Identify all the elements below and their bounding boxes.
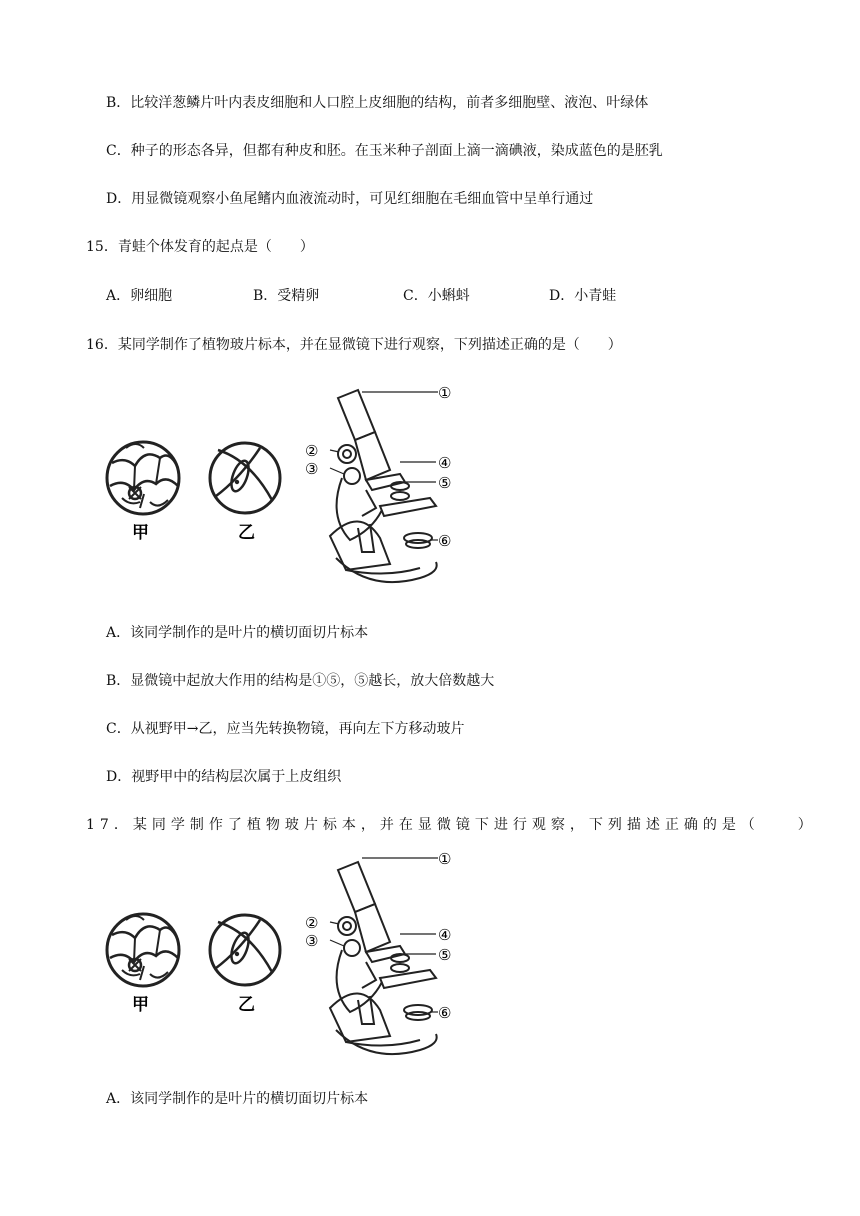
q15-stem: 15．青蛙个体发育的起点是（ ） [86, 239, 314, 255]
view-yi-label: 乙 [238, 995, 255, 1015]
view-yi-circle [210, 443, 280, 513]
part-label-5: ⑤ [438, 946, 452, 964]
q15-option-d: D．小青蛙 [549, 288, 617, 304]
q15-option-c: C．小蝌蚪 [403, 288, 470, 304]
part-label-3: ③ [305, 460, 319, 478]
view-jia-circle [107, 914, 179, 986]
q16-figure [100, 378, 470, 592]
q15-option-a: A．卵细胞 [106, 288, 173, 304]
microscope-leader-lines [330, 392, 438, 540]
q17-stem: 17．某同学制作了植物玻片标本，并在显微镜下进行观察，下列描述正确的是（ ） [86, 817, 817, 833]
q15-option-b: B．受精卵 [253, 288, 320, 304]
q15-options [106, 287, 666, 305]
q16-option-d: D．视野甲中的结构层次属于上皮组织 [106, 769, 342, 785]
part-label-4: ④ [438, 926, 452, 944]
q17-option-a: A．该同学制作的是叶片的横切面切片标本 [106, 1091, 369, 1107]
view-jia-circle [107, 442, 179, 514]
part-label-2: ② [305, 442, 319, 460]
q14-option-c: C．种子的形态各异，但都有种皮和胚。在玉米种子剖面上滴一滴碘液，染成蓝色的是胚乳 [106, 143, 663, 159]
view-yi-label: 乙 [238, 523, 255, 543]
view-yi-circle [210, 915, 280, 985]
microscope-drawing [330, 862, 437, 1054]
q16-stem: 16．某同学制作了植物玻片标本，并在显微镜下进行观察，下列描述正确的是（ ） [86, 337, 622, 353]
q16-option-c: C．从视野甲→乙，应当先转换物镜，再向左下方移动玻片 [106, 721, 465, 737]
microscope-drawing [330, 390, 437, 582]
q16-option-b: B．显微镜中起放大作用的结构是①⑤，⑤越长，放大倍数越大 [106, 673, 495, 689]
view-jia-label: 甲 [132, 523, 149, 543]
part-label-6: ⑥ [438, 1004, 452, 1022]
part-label-4: ④ [438, 454, 452, 472]
part-label-6: ⑥ [438, 532, 452, 550]
part-label-1: ① [438, 850, 452, 868]
q14-option-d: D．用显微镜观察小鱼尾鳍内血液流动时，可见红细胞在毛细血管中呈单行通过 [106, 191, 594, 207]
q16-option-a: A．该同学制作的是叶片的横切面切片标本 [106, 625, 369, 641]
part-label-2: ② [305, 914, 319, 932]
part-label-5: ⑤ [438, 474, 452, 492]
part-label-1: ① [438, 384, 452, 402]
q17-figure [100, 850, 470, 1064]
part-label-3: ③ [305, 932, 319, 950]
view-jia-label: 甲 [132, 995, 149, 1015]
q14-option-b: B．比较洋葱鳞片叶内表皮细胞和人口腔上皮细胞的结构，前者多细胞壁、液泡、叶绿体 [106, 95, 649, 111]
